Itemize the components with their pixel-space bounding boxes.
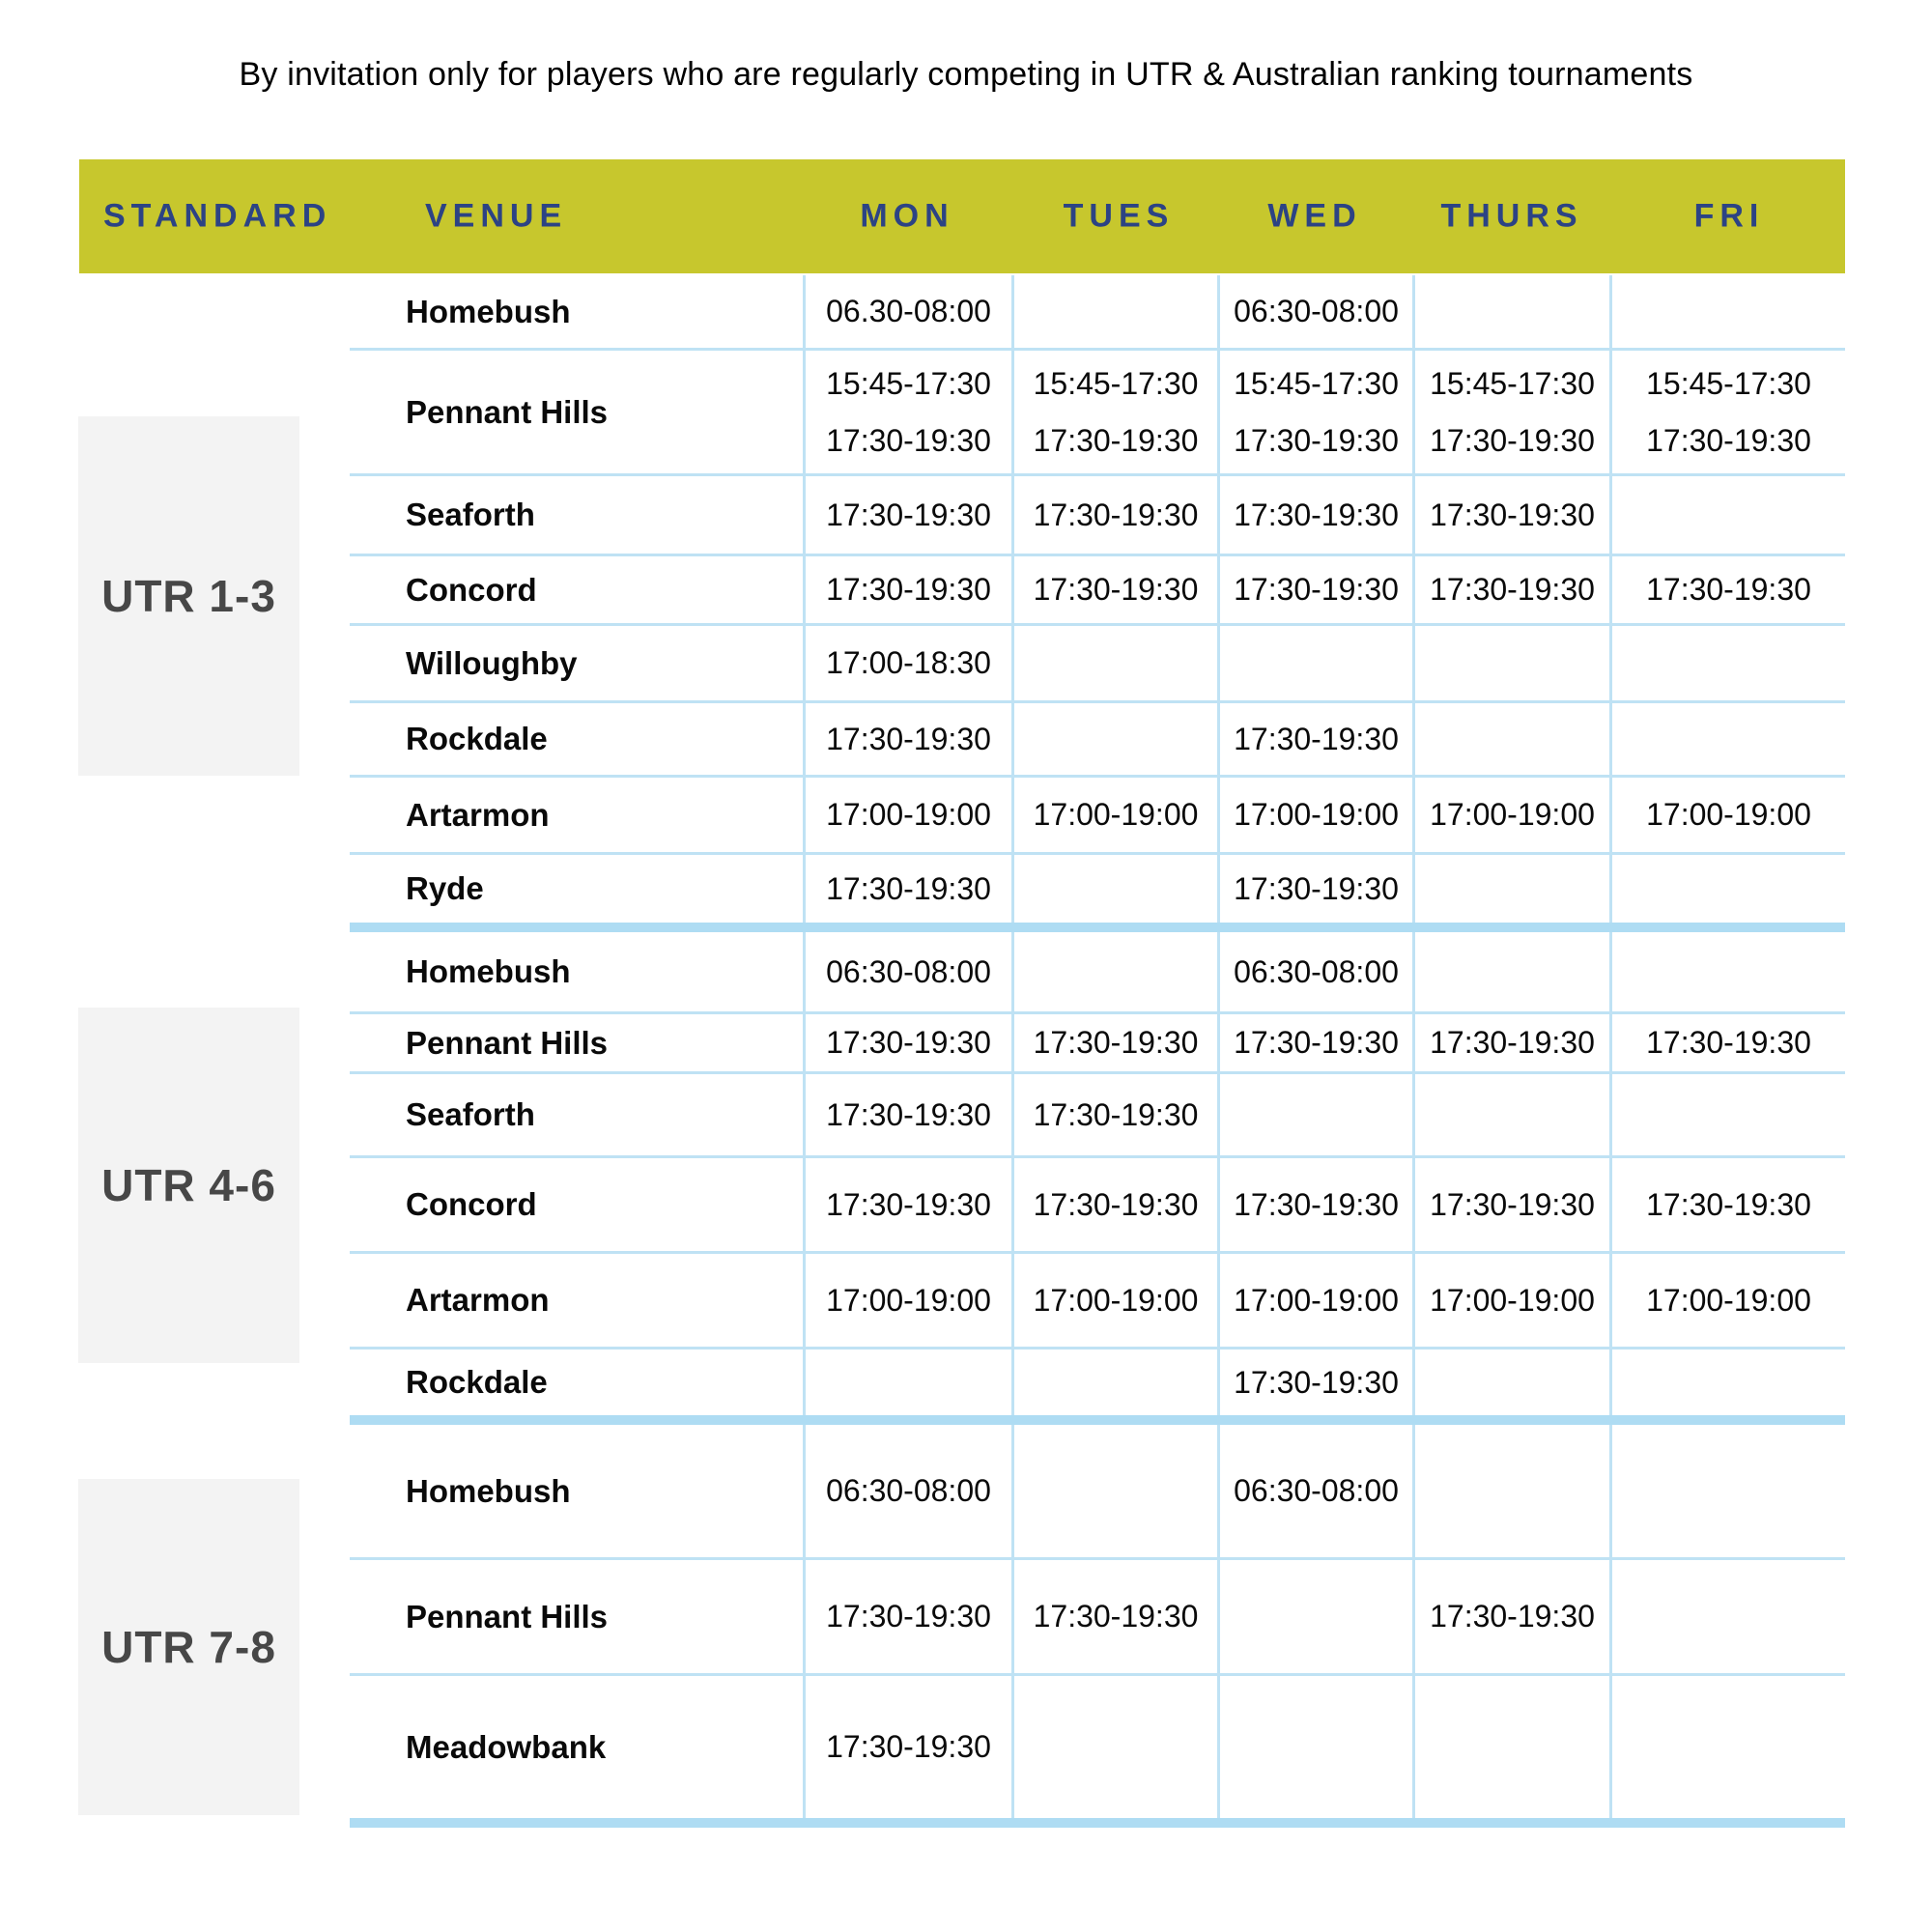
venue-row bbox=[350, 1074, 1845, 1158]
venue-row bbox=[350, 1425, 1845, 1560]
time-cell-fri bbox=[1609, 275, 1845, 348]
session-time: 17:30-19:30 bbox=[826, 870, 991, 906]
venue-cell: Pennant Hills bbox=[406, 393, 609, 430]
time-cell-thurs bbox=[1412, 351, 1609, 473]
time-cell-wed bbox=[1217, 1425, 1412, 1557]
time-cell-fri bbox=[1609, 1014, 1845, 1071]
time-cell-thurs bbox=[1412, 1014, 1609, 1071]
venue-row bbox=[350, 1676, 1845, 1818]
session-time: 17:30-19:30 bbox=[1430, 572, 1595, 607]
time-cell-mon bbox=[803, 626, 1011, 700]
time-cell-wed bbox=[1217, 1014, 1412, 1071]
venue-row bbox=[350, 275, 1845, 351]
session-time: 17:00-19:00 bbox=[826, 797, 991, 832]
page-title: By invitation only for players who are regularly competing in UTR & Australian ranking tournaments bbox=[239, 56, 1693, 93]
session-time: 17:00-19:00 bbox=[1234, 797, 1399, 832]
time-cell-wed bbox=[1217, 1254, 1412, 1347]
standard-box bbox=[78, 1479, 299, 1815]
session-time: 17:00-18:30 bbox=[826, 645, 991, 680]
time-cell-fri bbox=[1609, 1560, 1845, 1673]
time-cell-tues bbox=[1011, 556, 1217, 623]
venue-cell: Pennant Hills bbox=[406, 1024, 609, 1061]
time-cell-thurs bbox=[1412, 275, 1609, 348]
time-cell-fri bbox=[1609, 351, 1845, 473]
venue-row bbox=[350, 1158, 1845, 1254]
time-cell-tues bbox=[1011, 855, 1217, 923]
time-cell-mon bbox=[803, 1014, 1011, 1071]
venue-row bbox=[350, 351, 1845, 476]
session-time: 17:30-19:30 bbox=[1033, 1186, 1199, 1222]
section-rows bbox=[350, 275, 1845, 923]
column-header-thurs: THURS bbox=[1440, 197, 1583, 235]
venue-row bbox=[350, 855, 1845, 923]
column-header-standard: STANDARD bbox=[103, 197, 332, 235]
time-cell-thurs bbox=[1412, 1425, 1609, 1557]
session-time: 15:45-17:30 bbox=[1430, 365, 1595, 401]
time-cell-thurs bbox=[1412, 1350, 1609, 1415]
time-cell-wed bbox=[1217, 556, 1412, 623]
venue-row bbox=[350, 932, 1845, 1014]
time-cell-mon bbox=[803, 1074, 1011, 1155]
session-time: 06:30-08:00 bbox=[826, 953, 991, 989]
standard-box bbox=[78, 416, 299, 776]
time-cell-mon bbox=[803, 1560, 1011, 1673]
venue-cell: Seaforth bbox=[406, 1096, 535, 1132]
session-time: 17:30-19:30 bbox=[1646, 1186, 1811, 1222]
session-time: 17:30-19:30 bbox=[1430, 1599, 1595, 1634]
section-utr-7-8 bbox=[0, 1425, 1932, 1818]
time-cell-wed bbox=[1217, 1676, 1412, 1818]
session-time: 17:30-19:30 bbox=[826, 1096, 991, 1132]
session-time: 17:30-19:30 bbox=[1234, 1025, 1399, 1060]
section-divider bbox=[350, 1415, 1845, 1425]
time-cell-thurs bbox=[1412, 778, 1609, 852]
venue-cell: Homebush bbox=[406, 1472, 571, 1509]
session-time: 17:30-19:30 bbox=[826, 1729, 991, 1764]
time-cell-tues bbox=[1011, 932, 1217, 1011]
section-rows bbox=[350, 932, 1845, 1415]
session-time: 17:30-19:30 bbox=[1646, 572, 1811, 607]
time-cell-mon bbox=[803, 1158, 1011, 1251]
session-time: 15:45-17:30 bbox=[1646, 365, 1811, 401]
venue-cell: Meadowbank bbox=[406, 1728, 607, 1765]
time-cell-tues bbox=[1011, 275, 1217, 348]
standard-box bbox=[78, 1008, 299, 1363]
session-time: 17:30-19:30 bbox=[1033, 572, 1199, 607]
venue-row bbox=[350, 703, 1845, 778]
session-time: 15:45-17:30 bbox=[826, 365, 991, 401]
venue-cell: Concord bbox=[406, 1186, 537, 1222]
venue-cell: Ryde bbox=[406, 870, 484, 906]
time-cell-mon bbox=[803, 1676, 1011, 1818]
session-time: 15:45-17:30 bbox=[1033, 365, 1199, 401]
session-time: 17:30-19:30 bbox=[1033, 1599, 1199, 1634]
time-cell-fri bbox=[1609, 1425, 1845, 1557]
time-cell-thurs bbox=[1412, 1074, 1609, 1155]
time-cell-tues bbox=[1011, 1074, 1217, 1155]
venue-row bbox=[350, 1560, 1845, 1676]
session-time: 06:30-08:00 bbox=[1234, 1473, 1399, 1508]
session-time: 17:30-19:30 bbox=[1234, 1186, 1399, 1222]
time-cell-wed bbox=[1217, 855, 1412, 923]
session-time: 17:00-19:00 bbox=[826, 1282, 991, 1318]
time-cell-fri bbox=[1609, 1074, 1845, 1155]
time-cell-wed bbox=[1217, 1350, 1412, 1415]
session-time: 17:30-19:30 bbox=[826, 1599, 991, 1634]
venue-row bbox=[350, 1254, 1845, 1350]
venue-cell: Concord bbox=[406, 571, 537, 608]
venue-cell: Seaforth bbox=[406, 497, 535, 532]
table-header-band bbox=[79, 159, 1845, 273]
time-cell-mon bbox=[803, 476, 1011, 554]
time-cell-fri bbox=[1609, 1254, 1845, 1347]
time-cell-wed bbox=[1217, 703, 1412, 775]
venue-cell: Pennant Hills bbox=[406, 1598, 609, 1634]
session-time: 17:30-19:30 bbox=[826, 1186, 991, 1222]
time-cell-mon bbox=[803, 1350, 1011, 1415]
time-cell-wed bbox=[1217, 1560, 1412, 1673]
venue-cell: Homebush bbox=[406, 293, 571, 329]
time-cell-fri bbox=[1609, 556, 1845, 623]
time-cell-mon bbox=[803, 275, 1011, 348]
time-cell-fri bbox=[1609, 932, 1845, 1011]
time-cell-tues bbox=[1011, 703, 1217, 775]
time-cell-thurs bbox=[1412, 1676, 1609, 1818]
time-cell-fri bbox=[1609, 476, 1845, 554]
time-cell-mon bbox=[803, 778, 1011, 852]
schedule-table bbox=[0, 275, 1932, 1828]
session-time: 17:00-19:00 bbox=[1430, 1282, 1595, 1318]
venue-row bbox=[350, 1350, 1845, 1415]
time-cell-tues bbox=[1011, 1158, 1217, 1251]
time-cell-tues bbox=[1011, 1254, 1217, 1347]
time-cell-wed bbox=[1217, 932, 1412, 1011]
venue-cell: Willoughby bbox=[406, 644, 578, 681]
session-time: 17:30-19:30 bbox=[1430, 1025, 1595, 1060]
session-time: 17:30-19:30 bbox=[1033, 422, 1199, 458]
session-time: 17:30-19:30 bbox=[826, 497, 991, 532]
venue-row bbox=[350, 1014, 1845, 1074]
section-rows bbox=[350, 1425, 1845, 1818]
standard-label: UTR 1-3 bbox=[101, 571, 276, 621]
session-time: 17:30-19:30 bbox=[1430, 1186, 1595, 1222]
section-utr-4-6 bbox=[0, 932, 1932, 1415]
standard-label: UTR 7-8 bbox=[101, 1622, 276, 1672]
time-cell-thurs bbox=[1412, 476, 1609, 554]
venue-cell: Artarmon bbox=[406, 1282, 550, 1318]
session-time: 17:30-19:30 bbox=[1646, 422, 1811, 458]
venue-cell: Rockdale bbox=[406, 721, 548, 756]
session-time: 17:00-19:00 bbox=[1234, 1282, 1399, 1318]
session-time: 17:00-19:00 bbox=[1430, 797, 1595, 832]
venue-cell: Homebush bbox=[406, 953, 571, 989]
session-time: 17:30-19:30 bbox=[1234, 422, 1399, 458]
time-cell-mon bbox=[803, 1254, 1011, 1347]
venue-row bbox=[350, 476, 1845, 556]
time-cell-thurs bbox=[1412, 703, 1609, 775]
time-cell-mon bbox=[803, 932, 1011, 1011]
time-cell-fri bbox=[1609, 1158, 1845, 1251]
time-cell-mon bbox=[803, 703, 1011, 775]
section-divider bbox=[350, 923, 1845, 932]
session-time: 06:30-08:00 bbox=[1234, 953, 1399, 989]
time-cell-mon bbox=[803, 855, 1011, 923]
session-time: 17:00-19:00 bbox=[1033, 1282, 1199, 1318]
section-divider bbox=[350, 1818, 1845, 1828]
time-cell-wed bbox=[1217, 351, 1412, 473]
time-cell-tues bbox=[1011, 626, 1217, 700]
time-cell-wed bbox=[1217, 275, 1412, 348]
session-time: 17:00-19:00 bbox=[1646, 797, 1811, 832]
session-time: 15:45-17:30 bbox=[1234, 365, 1399, 401]
column-header-venue: VENUE bbox=[425, 197, 568, 235]
time-cell-tues bbox=[1011, 476, 1217, 554]
venue-row bbox=[350, 778, 1845, 855]
time-cell-wed bbox=[1217, 476, 1412, 554]
session-time: 17:30-19:30 bbox=[1234, 1364, 1399, 1400]
time-cell-thurs bbox=[1412, 932, 1609, 1011]
session-time: 17:30-19:30 bbox=[1646, 1025, 1811, 1060]
venue-cell: Artarmon bbox=[406, 796, 550, 833]
session-time: 17:30-19:30 bbox=[1430, 497, 1595, 532]
column-header-fri: FRI bbox=[1693, 197, 1765, 235]
time-cell-tues bbox=[1011, 778, 1217, 852]
session-time: 06.30-08:00 bbox=[826, 294, 991, 328]
time-cell-thurs bbox=[1412, 1560, 1609, 1673]
venue-cell: Rockdale bbox=[406, 1364, 548, 1400]
time-cell-fri bbox=[1609, 626, 1845, 700]
time-cell-wed bbox=[1217, 778, 1412, 852]
time-cell-tues bbox=[1011, 1560, 1217, 1673]
venue-row bbox=[350, 556, 1845, 626]
time-cell-tues bbox=[1011, 1676, 1217, 1818]
time-cell-thurs bbox=[1412, 855, 1609, 923]
session-time: 17:30-19:30 bbox=[1033, 497, 1199, 532]
time-cell-thurs bbox=[1412, 626, 1609, 700]
time-cell-fri bbox=[1609, 855, 1845, 923]
time-cell-tues bbox=[1011, 1014, 1217, 1071]
session-time: 17:30-19:30 bbox=[1430, 422, 1595, 458]
session-time: 17:30-19:30 bbox=[1234, 572, 1399, 607]
time-cell-fri bbox=[1609, 703, 1845, 775]
time-cell-thurs bbox=[1412, 1254, 1609, 1347]
time-cell-fri bbox=[1609, 1676, 1845, 1818]
session-time: 17:30-19:30 bbox=[826, 572, 991, 607]
time-cell-tues bbox=[1011, 1425, 1217, 1557]
time-cell-mon bbox=[803, 351, 1011, 473]
session-time: 17:30-19:30 bbox=[1033, 1025, 1199, 1060]
column-header-mon: MON bbox=[860, 197, 954, 235]
column-header-wed: WED bbox=[1267, 197, 1362, 235]
session-time: 17:30-19:30 bbox=[826, 721, 991, 756]
time-cell-mon bbox=[803, 1425, 1011, 1557]
time-cell-wed bbox=[1217, 1158, 1412, 1251]
session-time: 17:30-19:30 bbox=[826, 422, 991, 458]
session-time: 17:30-19:30 bbox=[1033, 1096, 1199, 1132]
session-time: 17:30-19:30 bbox=[826, 1025, 991, 1060]
time-cell-thurs bbox=[1412, 1158, 1609, 1251]
session-time: 17:00-19:00 bbox=[1646, 1282, 1811, 1318]
column-header-tues: TUES bbox=[1063, 197, 1175, 235]
time-cell-tues bbox=[1011, 1350, 1217, 1415]
session-time: 06:30-08:00 bbox=[826, 1473, 991, 1508]
session-time: 17:00-19:00 bbox=[1033, 797, 1199, 832]
time-cell-wed bbox=[1217, 626, 1412, 700]
session-time: 17:30-19:30 bbox=[1234, 870, 1399, 906]
time-cell-mon bbox=[803, 556, 1011, 623]
session-time: 17:30-19:30 bbox=[1234, 721, 1399, 756]
time-cell-fri bbox=[1609, 1350, 1845, 1415]
venue-row bbox=[350, 626, 1845, 703]
time-cell-fri bbox=[1609, 778, 1845, 852]
time-cell-thurs bbox=[1412, 556, 1609, 623]
session-time: 06:30-08:00 bbox=[1234, 294, 1399, 328]
time-cell-wed bbox=[1217, 1074, 1412, 1155]
time-cell-tues bbox=[1011, 351, 1217, 473]
session-time: 17:30-19:30 bbox=[1234, 497, 1399, 532]
section-utr-1-3 bbox=[0, 275, 1932, 923]
standard-label: UTR 4-6 bbox=[101, 1160, 276, 1210]
